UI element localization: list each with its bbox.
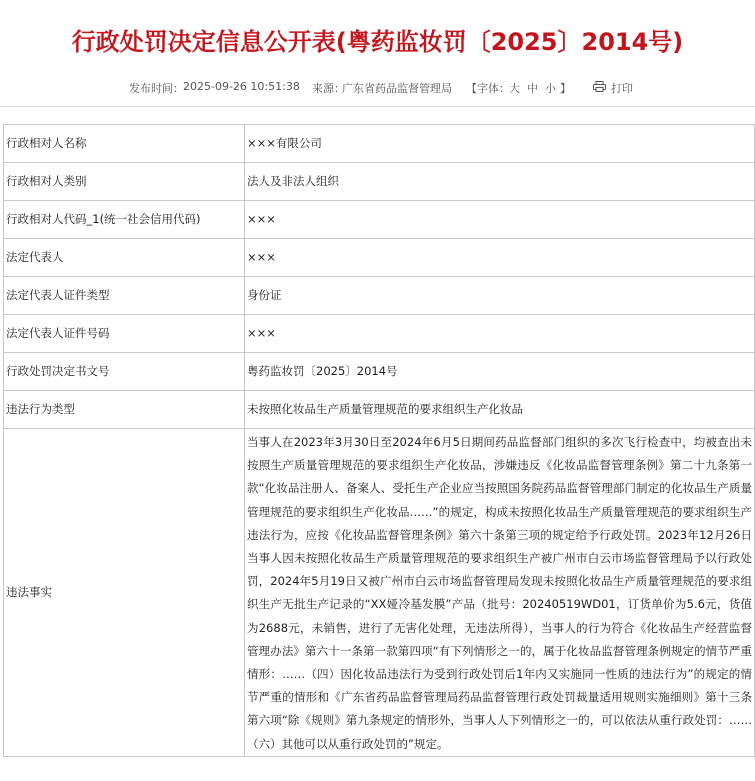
row-value: 身份证 [245, 277, 755, 315]
row-label: 行政相对人名称 [4, 125, 245, 163]
publish-time-label: 发布时间： [129, 82, 184, 95]
printer-icon[interactable] [593, 81, 606, 92]
table-row [4, 125, 755, 163]
row-value: 法人及非法人组织 [245, 163, 755, 201]
font-size-small-button[interactable]: 小 [545, 82, 556, 95]
print-button[interactable]: 打印 [611, 82, 633, 95]
meta-bar [0, 80, 755, 96]
table-row [4, 239, 755, 277]
publish-time-value: 2025-09-26 10:51:38 [183, 80, 300, 93]
source-value: 广东省药品监督管理局 [342, 82, 452, 95]
table-row-facts [4, 429, 755, 757]
source-label: 来源： [312, 82, 345, 95]
page-title: 行政处罚决定信息公开表(粤药监妆罚〔2025〕2014号) [71, 28, 684, 56]
row-value: ×××有限公司 [245, 125, 755, 163]
row-label: 行政相对人代码_1(统一社会信用代码) [4, 201, 245, 239]
font-size-close: 】 [560, 82, 571, 95]
row-label: 行政相对人类别 [4, 163, 245, 201]
table-row [4, 201, 755, 239]
table-row [4, 315, 755, 353]
table-row [4, 353, 755, 391]
facts-value: 当事人在2023年3月30日至2024年6月5日期间药品监督部门组织的多次飞行检查中，均被查出未按照生产质量管理规范的要求组织生产化妆品，涉嫌违反《化妆品监督管理条例》第二十九条第一款“化妆品注册人、备案人、受托生产企业应当按照国务院药品监督管理部门制定的化妆品生产质量管理规范的要求组织生产化妆品……”的规定，构成未按照化妆品生产质量管理规范的要求组织生产违法行为，应按《化妆品监督管理条例》第六十条第三项的规定给予行政处罚。2023年12月26日当事人因未按照化妆品生产质量管理规范的要求组织生产被广州市白云市场监督管理局予以行政处罚，2024年5月19日又被广州市白云市场监督管理局发现未按照化妆品生产质量管理规范的要求组织生产无批生产记录的“XX娅冷基发膜”产品（批号：20240519WD01，订货单价为5.6元，货值为2688元，未销售，进行了无害化处理，无违法所得），当事人的行为符合《化妆品生产经营监督管理办法》第六十一条第一款第四项“有下列情形之一的，属于化妆品监督管理条例规定的情节严重情形：……（四）因化妆品违法行为受到行政处罚后1年内又实施同一性质的违法行为”的规定的情节严重的情形和《广东省药品监督管理局药品监督管理行政处罚裁量适用规则实施细则》第十三条第六项“除《规则》第九条规定的情形外，当事人人下列情形之一的，可以依法从重行政处罚：……（六）其他可以从重行政处罚的”规定。 [245, 429, 755, 757]
row-label: 法定代表人 [4, 239, 245, 277]
font-size-medium-button[interactable]: 中 [527, 82, 538, 95]
row-value: 未按照化妆品生产质量管理规范的要求组织生产化妆品 [245, 391, 755, 429]
row-label: 违法行为类型 [4, 391, 245, 429]
font-size-large-button[interactable]: 大 [509, 82, 520, 95]
font-size-open: 【字体： [466, 82, 510, 95]
facts-label: 违法事实 [4, 429, 245, 757]
row-label: 法定代表人证件类型 [4, 277, 245, 315]
header-divider [0, 106, 755, 107]
row-label: 行政处罚决定书文号 [4, 353, 245, 391]
table-row [4, 391, 755, 429]
table-row [4, 163, 755, 201]
row-label: 法定代表人证件号码 [4, 315, 245, 353]
row-value: 粤药监妆罚〔2025〕2014号 [245, 353, 755, 391]
table-row [4, 277, 755, 315]
row-value: ××× [245, 315, 755, 353]
info-table [3, 124, 755, 757]
row-value: ××× [245, 201, 755, 239]
row-value: ××× [245, 239, 755, 277]
